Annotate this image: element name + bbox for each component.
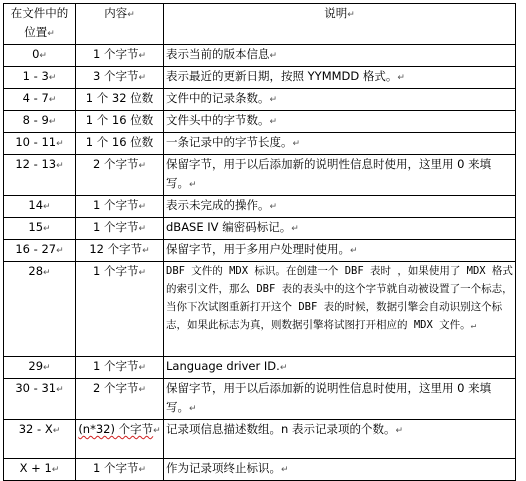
cell-position: 28↵	[4, 262, 76, 357]
table-row	[4, 420, 516, 459]
cell-description: 表示最近的更新日期，按照 YYMMDD 格式。↵	[164, 67, 516, 89]
cell-description: 表示当前的版本信息↵	[164, 45, 516, 67]
cell-content: 2 个字节↵	[76, 155, 164, 196]
cell-description: DBF 文件的 MDX 标识。在创建一个 DBF 表时 ，如果使用了 MDX 格式的索引文件，那么 DBF 表的表头中的这个字节就自动被设置了一个标志，当你下次试图重新打开这个 DBF 表的时候，数据引擎会自动识别这个标志，如果此标志为真，则数据引擎将试图打开相应的 MDX 文件。↵	[164, 262, 516, 357]
cell-description: 保留字节，用于多用户处理时使用。↵	[164, 240, 516, 262]
cell-position: 4 - 7↵	[4, 89, 76, 111]
table-row	[4, 240, 516, 262]
cell-content: 3 个字节↵	[76, 67, 164, 89]
cell-position: 14↵	[4, 196, 76, 218]
cell-description: 保留字节，用于以后添加新的说明性信息时使用，这里用 0 来填写。↵	[164, 155, 516, 196]
table-row	[4, 459, 516, 481]
table-row	[4, 111, 516, 133]
cell-content: 2 个字节↵	[76, 379, 164, 420]
cell-description: Language driver ID.↵	[164, 357, 516, 379]
cell-content: 1 个字节↵	[76, 196, 164, 218]
table-row	[4, 45, 516, 67]
cell-content: 1 个 32 位数	[76, 89, 164, 111]
cell-content: 1 个 16 位数	[76, 133, 164, 155]
cell-position: 1 - 3↵	[4, 67, 76, 89]
table-row	[4, 155, 516, 196]
table-row	[4, 196, 516, 218]
cell-content: 1 个字节↵	[76, 218, 164, 240]
cell-position: 10 - 11↵	[4, 133, 76, 155]
cell-position: 16 - 27↵	[4, 240, 76, 262]
cell-content: 1 个字节↵	[76, 262, 164, 357]
header-description: 说明↵	[164, 4, 516, 45]
cell-description: 记录项信息描述数组。n 表示记录项的个数。↵	[164, 420, 516, 459]
cell-content: 1 个字节↵	[76, 45, 164, 67]
table-row	[4, 218, 516, 240]
header-content: 内容↵	[76, 4, 164, 45]
table-row	[4, 67, 516, 89]
cell-content: 1 个 16 位数	[76, 111, 164, 133]
cell-content: 1 个字节↵	[76, 459, 164, 481]
dbf-header-spec-table	[3, 3, 516, 481]
cell-description: 文件中的记录条数。↵	[164, 89, 516, 111]
cell-position: 29↵	[4, 357, 76, 379]
cell-description: 保留字节，用于以后添加新的说明性信息时使用，这里用 0 来填写。↵	[164, 379, 516, 420]
cell-description: 作为记录项终止标识。↵	[164, 459, 516, 481]
cell-description: 一条记录中的字节长度。↵	[164, 133, 516, 155]
table-row	[4, 357, 516, 379]
cell-position: 32 - X↵	[4, 420, 76, 459]
table-row	[4, 89, 516, 111]
cell-description: 文件头中的字节数。↵	[164, 111, 516, 133]
cell-position: X + 1↵	[4, 459, 76, 481]
cell-position: 15↵	[4, 218, 76, 240]
cell-position: 30 - 31↵	[4, 379, 76, 420]
table-row	[4, 379, 516, 420]
table-row	[4, 262, 516, 357]
cell-position: 8 - 9↵	[4, 111, 76, 133]
cell-position: 12 - 13↵	[4, 155, 76, 196]
table-header-row	[4, 4, 516, 45]
cell-content: 1 个字节↵	[76, 357, 164, 379]
table-row	[4, 133, 516, 155]
cell-content: (n*32) 个字节↵	[76, 420, 164, 459]
cell-description: 表示未完成的操作。↵	[164, 196, 516, 218]
cell-description: dBASE IV 编密码标记。↵	[164, 218, 516, 240]
header-position: 在文件中的位置↵	[4, 4, 76, 45]
cell-position: 0↵	[4, 45, 76, 67]
cell-content: 12 个字节↵	[76, 240, 164, 262]
